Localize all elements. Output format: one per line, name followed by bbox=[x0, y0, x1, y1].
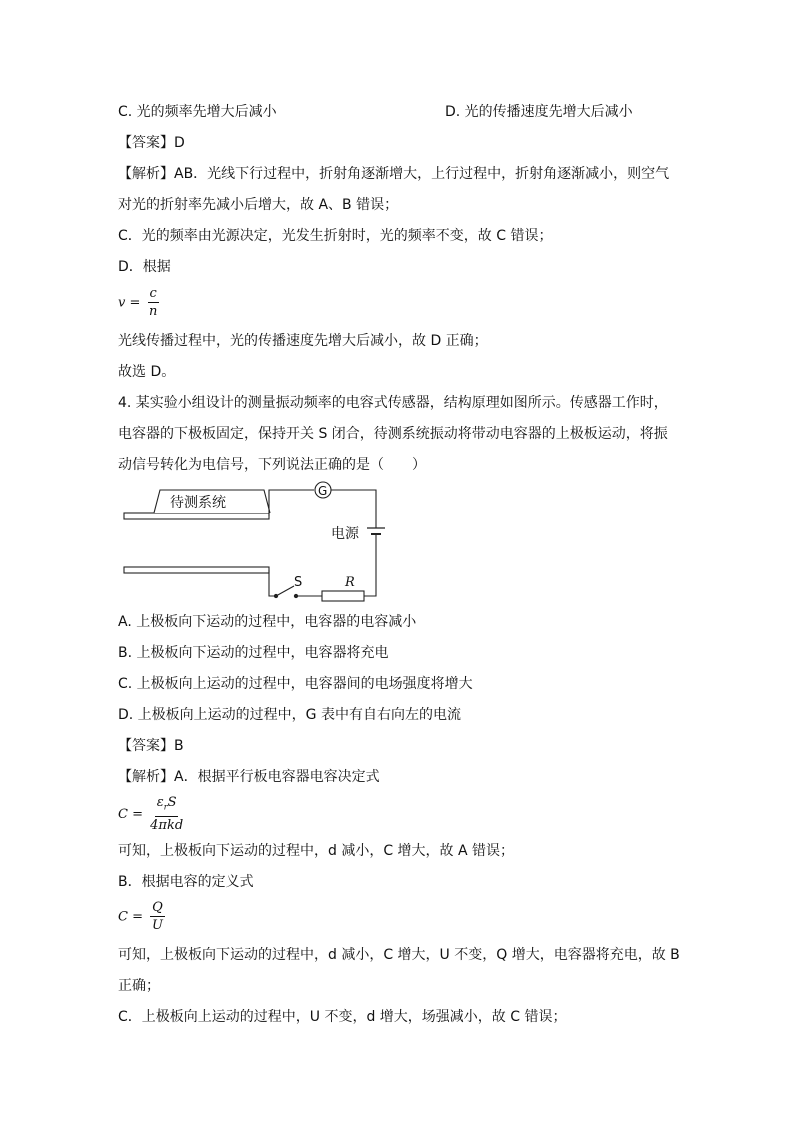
analysis-q3-line3: C．光的频率由光源决定，光发生折射时，光的频率不变，故 C 错误； bbox=[118, 228, 553, 244]
formula-v-c-n: v = $\frac{c}{n}$ bbox=[118, 286, 158, 319]
question-4-stem-line2: 电容器的下极板固定，保持开关 S 闭合，待测系统振动将带动电容器的上极板运动，将振 bbox=[118, 426, 668, 442]
resistor-label: R bbox=[345, 575, 355, 590]
wire-top-right bbox=[331, 490, 376, 528]
wire-top-left bbox=[269, 490, 314, 516]
analysis-q3-line2: 对光的折射率先减小后增大，故 A、B 错误； bbox=[118, 197, 399, 213]
switch-blade bbox=[276, 586, 294, 596]
analysis-q4-a: 【解析】A．根据平行板电容器电容决定式 bbox=[118, 769, 380, 785]
option-b-q4: B. 上极板向下运动的过程中，电容器将充电 bbox=[118, 645, 389, 661]
analysis-q4-c: C．上极板向上运动的过程中，U 不变，d 增大，场强减小，故 C 错误； bbox=[118, 1009, 567, 1025]
galvanometer-label: G bbox=[318, 484, 328, 498]
answer-tag: 【答案】 bbox=[118, 135, 174, 151]
analysis-q3-line4: D．根据 bbox=[118, 259, 171, 275]
fraction bbox=[150, 900, 165, 934]
question-4-stem-line1: 4. 某实验小组设计的测量振动频率的电容式传感器，结构原理如图所示。传感器工作时， bbox=[118, 395, 668, 411]
numerator: c bbox=[149, 286, 157, 301]
analysis-q4-b: B．根据电容的定义式 bbox=[118, 874, 254, 890]
wire-bottom-left bbox=[269, 570, 274, 596]
fraction bbox=[150, 795, 183, 834]
option-c-q4: C. 上极板向上运动的过程中，电容器间的电场强度将增大 bbox=[118, 676, 473, 692]
conclusion-q4-b-line2: 正确； bbox=[118, 978, 160, 994]
question-4-stem-line3: 动信号转化为电信号，下列说法正确的是（ ） bbox=[118, 457, 426, 473]
area-symbol: S bbox=[167, 795, 177, 810]
answer-value: D bbox=[174, 135, 185, 151]
formula-capacitance-determination: C = $\frac{\varepsilon_rS}{\text{4πkd}}$ bbox=[118, 795, 184, 833]
system-label: 待测系统 bbox=[170, 495, 226, 511]
option-c-q3: C. 光的频率先增大后减小 bbox=[118, 104, 277, 120]
formula-lhs: C bbox=[118, 806, 128, 822]
analysis-q3-line5: 光线传播过程中，光的传播速度先增大后减小，故 D 正确； bbox=[118, 333, 488, 349]
numerator bbox=[155, 795, 179, 817]
epsilon-subscript: r bbox=[163, 802, 168, 812]
analysis-q3-line1: 【解析】AB．光线下行过程中，折射角逐渐增大，上行过程中，折射角逐渐减小，则空气 bbox=[118, 166, 670, 182]
answer-q3 bbox=[118, 133, 185, 153]
numerator: Q bbox=[152, 900, 163, 915]
epsilon: ε bbox=[156, 795, 164, 810]
lower-plate bbox=[124, 567, 269, 573]
option-a-q4: A. 上极板向下运动的过程中，电容器的电容减小 bbox=[118, 614, 417, 630]
denominator: U bbox=[151, 918, 163, 933]
option-d-q3: D. 光的传播速度先增大后减小 bbox=[445, 104, 633, 120]
denominator: 4πkd bbox=[150, 817, 184, 833]
switch-contact-right bbox=[294, 594, 297, 597]
answer-value: B bbox=[174, 738, 184, 754]
formula-capacitance-definition: C = $\frac{Q}{U}$ bbox=[118, 900, 163, 933]
analysis-q3-line6: 故选 D。 bbox=[118, 364, 176, 380]
conclusion-q4-b-line1: 可知，上极板向下运动的过程中，d 减小，C 增大，U 不变，Q 增大，电容器将充电，故 B bbox=[118, 947, 680, 963]
fraction bbox=[148, 286, 159, 320]
resistor-icon bbox=[322, 591, 364, 601]
wire-right-down bbox=[364, 534, 376, 596]
answer-tag: 【答案】 bbox=[118, 738, 174, 754]
denominator: n bbox=[148, 304, 158, 319]
answer-q4 bbox=[118, 736, 184, 756]
conclusion-q4-a: 可知，上极板向下运动的过程中，d 减小，C 增大，故 A 错误； bbox=[118, 843, 515, 859]
formula-lhs: C bbox=[118, 909, 128, 925]
source-label: 电源 bbox=[331, 526, 359, 542]
capacitor-sensor-circuit-diagram bbox=[118, 476, 388, 606]
option-d-q4: D. 上极板向上运动的过程中，G 表中有自右向左的电流 bbox=[118, 707, 461, 723]
switch-label: S bbox=[294, 575, 303, 590]
formula-lhs: v bbox=[118, 295, 126, 311]
upper-plate bbox=[124, 513, 269, 519]
